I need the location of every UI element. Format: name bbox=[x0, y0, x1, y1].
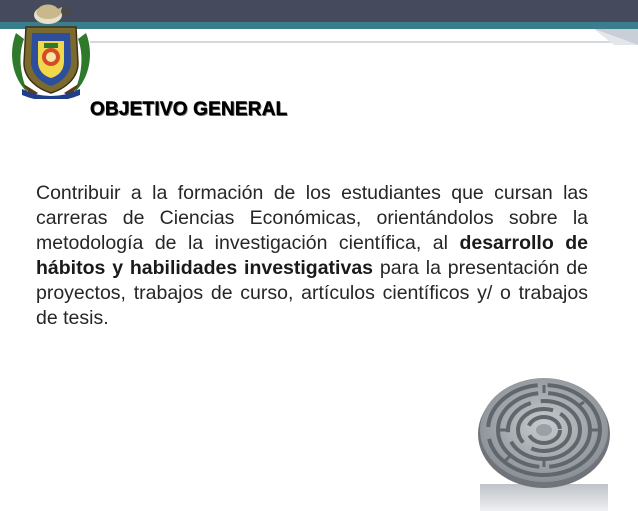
top-bar bbox=[0, 0, 638, 22]
body-paragraph bbox=[36, 181, 588, 331]
paragraph-emphasis: desarrollo de hábitos y habilidades investigativas bbox=[36, 232, 588, 279]
accent-line bbox=[0, 22, 638, 29]
corner-fold-decoration bbox=[594, 29, 638, 45]
paragraph-rest: para la presentación de proyectos, trabajos de curso, artículos científicos y/ o trabajos de tesis. bbox=[36, 257, 588, 329]
divider-line bbox=[90, 41, 638, 43]
slide-title: OBJETIVO GENERAL bbox=[90, 99, 288, 120]
paragraph-intro: Contribuir a la formación de los estudiantes que cursan las carreras de Ciencias Económicas, orientándolos sobre la metodología de la investigación científica, al bbox=[36, 182, 588, 254]
university-logo bbox=[8, 3, 94, 99]
labyrinth-image bbox=[474, 376, 614, 511]
